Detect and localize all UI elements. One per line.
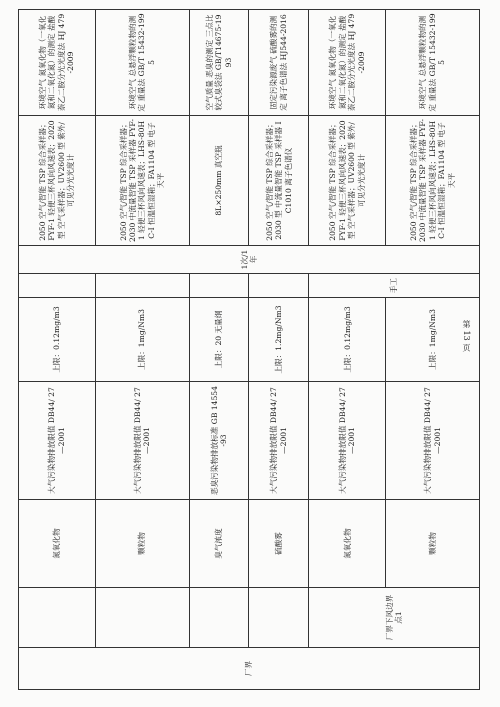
location-cell — [249, 588, 309, 648]
method-cell: 环境空气 总悬浮颗粒物的测定 重量法 GB/T 15432-1995 — [95, 10, 189, 116]
instrument-cell: 2050 空气/智能 TSP 综合采样器；2030 中流量智能 TSP 采样器 FYF-1 轻便三杯风向风速表；LHS-80HC-I 恒温恒湿箱；FA1104 型 电子天平 — [386, 116, 480, 246]
method-cell: 环境空气 氮氧化物（一氧化氮和二氧化氮）的测定 盐酸萘乙二胺分光光度法 HJ 479-2009 — [309, 10, 386, 116]
table-row — [19, 10, 96, 690]
method-cell: 固定污染源废气 硫酸雾的测定 离子色谱法 HJ544-2016 — [249, 10, 309, 116]
limit-cell: 上限：0.12mg/m3 — [19, 298, 96, 382]
method-cell: 空气质量 恶臭的测定 三点比较式臭袋法 GB/T14675-1993 — [189, 10, 249, 116]
standard-cell: 大气污染物排放限值 DB44/ 27—2001 — [309, 382, 386, 500]
standard-cell: 恶臭污染物排放标准 GB 14554-93 — [189, 382, 249, 500]
rotated-table-container — [18, 10, 480, 690]
location-cell: 厂界下风边界点1 — [309, 588, 480, 648]
location-cell — [95, 588, 189, 648]
mode-cell — [19, 274, 96, 298]
instrument-cell: 2050 空气/智能 TSP 综合采样器；FYF-1 轻便三杯风向风速表；2020 型 空气采样器；UV2600 型 紫外/可见分光光度计 — [19, 116, 96, 246]
limit-cell: 上限：1.2mg/Nm3 — [249, 298, 309, 382]
limit-cell: 上限：20 无量纲 — [189, 298, 249, 382]
location-cell — [189, 588, 249, 648]
standard-cell: 大气污染物排放限值 DB44/ 27—2001 — [249, 382, 309, 500]
location-cell — [19, 588, 96, 648]
limit-cell: 上限：1mg/Nm3 — [95, 298, 189, 382]
area-cell: 厂界 — [19, 648, 480, 690]
frequency-cell: 1次/1年 — [19, 246, 480, 274]
table-row — [95, 10, 189, 690]
param-cell: 氮氧化物 — [309, 500, 386, 588]
table-row — [249, 10, 309, 690]
mode-cell — [249, 274, 309, 298]
param-cell: 氮氧化物 — [19, 500, 96, 588]
limit-cell: 上限：0.12mg/m3 — [309, 298, 386, 382]
param-cell: 颗粒物 — [95, 500, 189, 588]
method-cell: 环境空气 总悬浮颗粒物的测定 重量法 GB/T 15432-1995 — [386, 10, 480, 116]
instrument-cell: 2050 空气/智能 TSP 综合采样器；FYF-1 轻便三杯风向风速表；2020 型 空气采样器；UV2600 型 紫外/可见分光光度计 — [309, 116, 386, 246]
mode-cell: 手工 — [309, 274, 480, 298]
standard-cell: 大气污染物排放限值 DB44/ 27—2001 — [95, 382, 189, 500]
mode-cell — [189, 274, 249, 298]
mode-cell — [95, 274, 189, 298]
param-cell: 臭气浓度 — [189, 500, 249, 588]
standard-cell: 大气污染物排放限值 DB44/ 27—2001 — [386, 382, 480, 500]
limit-cell: 上限：1mg/Nm3 — [386, 298, 480, 382]
table-row — [309, 10, 386, 690]
monitoring-table — [18, 9, 480, 690]
param-cell: 硫酸雾 — [249, 500, 309, 588]
standard-cell: 大气污染物排放限值 DB44/ 27—2001 — [19, 382, 96, 500]
instrument-cell: 2050 空气/智能 TSP 综合采样器；2030 中流量智能 TSP 采样器 FYF-1 轻便三杯风向风速表；LHS-80HC-I 恒温恒湿箱；FA1104 型 电子天平 — [95, 116, 189, 246]
page-number: 第 13 页 — [462, 320, 471, 352]
param-cell: 颗粒物 — [386, 500, 480, 588]
instrument-cell: 8L×250mm 真空瓶 — [189, 116, 249, 246]
method-cell: 环境空气 氮氧化物（一氧化氮和二氧化氮）的测定 盐酸萘乙二胺分光光度法 HJ 479-2009 — [19, 10, 96, 116]
table-row — [189, 10, 249, 690]
instrument-cell: 2050 空气/智能 TSP 综合采样器；2030 型 中流量智能 TSP 采样器 IC1010 离子色谱仪 — [249, 116, 309, 246]
